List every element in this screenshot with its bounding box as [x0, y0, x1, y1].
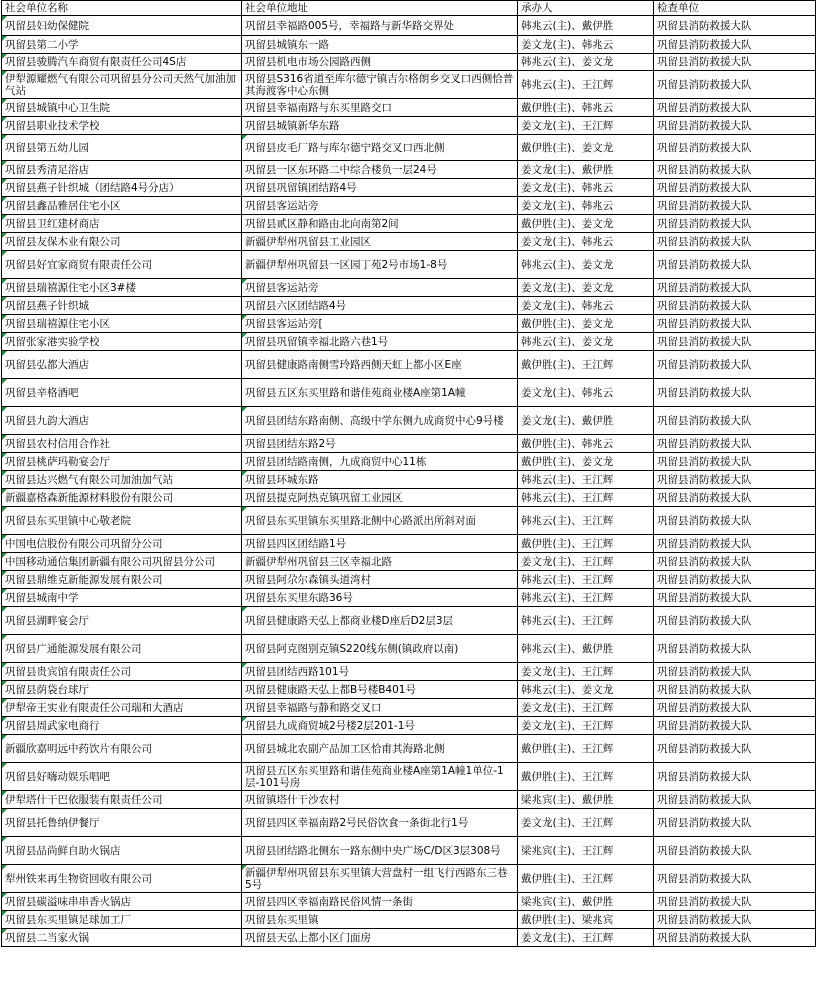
header-inspector[interactable]: 检查单位: [654, 1, 816, 16]
cell-unit-address[interactable]: 巩留县贰区静和路由北向南第2间: [242, 215, 518, 233]
cell-unit-name[interactable]: 伊犁塔什干巴依服装有限责任公司: [2, 791, 242, 809]
cell-handler[interactable]: 梁兆宾(主)、戴伊胜: [518, 791, 654, 809]
cell-handler[interactable]: 韩兆云(主)、王江辉: [518, 471, 654, 489]
table-row: [2, 507, 816, 535]
cell-inspector[interactable]: 巩留县消防救援大队: [654, 453, 816, 471]
table-row: [2, 215, 816, 233]
cell-handler[interactable]: 戴伊胜(主)、姜文龙: [518, 215, 654, 233]
cell-unit-address[interactable]: 巩留县幸福南路与东买里路交口: [242, 99, 518, 117]
table-row: [2, 197, 816, 215]
cell-unit-address[interactable]: 巩留县巩留镇团结路4号: [242, 179, 518, 197]
cell-unit-address[interactable]: 巩留县健康路天弘上都B号楼B401号: [242, 681, 518, 699]
cell-unit-address[interactable]: 巩留镇塔什干沙农村: [242, 791, 518, 809]
cell-unit-name[interactable]: 巩留县二当家火锅: [2, 929, 242, 947]
cell-unit-name[interactable]: 巩留县东买里镇中心敬老院: [2, 507, 242, 535]
cell-inspector[interactable]: 巩留县消防救援大队: [654, 635, 816, 663]
cell-handler[interactable]: 姜文龙(主)、王江辉: [518, 663, 654, 681]
table-row: [2, 36, 816, 54]
cell-inspector[interactable]: 巩留县消防救援大队: [654, 865, 816, 893]
cell-unit-address[interactable]: 巩留县东买里东路36号: [242, 589, 518, 607]
header-handler[interactable]: 承办人: [518, 1, 654, 16]
cell-unit-name[interactable]: 巩留县友保木业有限公司: [2, 233, 242, 251]
cell-handler[interactable]: 戴伊胜(主)、王江辉: [518, 735, 654, 763]
cell-handler[interactable]: 姜文龙(主)、姜文龙: [518, 279, 654, 297]
cell-unit-address[interactable]: 巩留县客运站旁[: [242, 315, 518, 333]
cell-unit-address[interactable]: 巩留县幸福路005号，幸福路与新华路交界处: [242, 16, 518, 36]
cell-unit-name[interactable]: 伊犁源耀燃气有限公司巩留县分公司天然气加油加气站: [2, 71, 242, 99]
cell-unit-address[interactable]: 巩留县团结东路2号: [242, 435, 518, 453]
cell-inspector[interactable]: 巩留县消防救援大队: [654, 735, 816, 763]
cell-unit-address[interactable]: 巩留县机电市场公园路西侧: [242, 54, 518, 71]
cell-handler[interactable]: 戴伊胜(主)、姜文龙: [518, 453, 654, 471]
cell-unit-name[interactable]: 巩留县达兴燃气有限公司加油加气站: [2, 471, 242, 489]
cell-handler[interactable]: 戴伊胜(主)、姜文龙: [518, 135, 654, 161]
cell-unit-address[interactable]: 巩留县团结路南侧，九成商贸中心11栋: [242, 453, 518, 471]
table-row: [2, 54, 816, 71]
cell-unit-address[interactable]: 巩留县四区团结路1号: [242, 535, 518, 553]
cell-inspector[interactable]: 巩留县消防救援大队: [654, 699, 816, 717]
table-row: [2, 233, 816, 251]
cell-unit-name[interactable]: 中国移动通信集团新疆有限公司巩留县分公司: [2, 553, 242, 571]
cell-unit-name[interactable]: 巩留县辛格酒吧: [2, 379, 242, 407]
table-row: [2, 571, 816, 589]
cell-unit-address[interactable]: 巩留县一区东环路二中综合楼负一层24号: [242, 161, 518, 179]
cell-handler[interactable]: 韩兆云(主)、戴伊胜: [518, 635, 654, 663]
table-row: [2, 179, 816, 197]
table-row: [2, 929, 816, 947]
table-row: [2, 351, 816, 379]
cell-unit-name[interactable]: 巩留县好宜家商贸有限责任公司: [2, 251, 242, 279]
cell-unit-name[interactable]: 巩留县妇幼保健院: [2, 16, 242, 36]
cell-handler[interactable]: 韩兆云(主)、王江辉: [518, 607, 654, 635]
cell-inspector[interactable]: 巩留县消防救援大队: [654, 663, 816, 681]
cell-unit-name[interactable]: 巩留县湖畔宴会厅: [2, 607, 242, 635]
cell-inspector[interactable]: 巩留县消防救援大队: [654, 333, 816, 351]
cell-unit-name[interactable]: 巩留县桃萨玛勒宴会厅: [2, 453, 242, 471]
cell-inspector[interactable]: 巩留县消防救援大队: [654, 179, 816, 197]
table-row: [2, 607, 816, 635]
cell-inspector[interactable]: 巩留县消防救援大队: [654, 791, 816, 809]
cell-handler[interactable]: 姜文龙(主)、韩兆云: [518, 36, 654, 54]
cell-handler[interactable]: 韩兆云(主)、戴伊胜: [518, 16, 654, 36]
table-row: [2, 763, 816, 791]
table-row: [2, 589, 816, 607]
cell-unit-address[interactable]: 巩留县客运站旁: [242, 197, 518, 215]
cell-handler[interactable]: 梁兆宾(主)、戴伊胜: [518, 893, 654, 911]
table-row: [2, 379, 816, 407]
cell-handler[interactable]: 韩兆云(主)、姜文龙: [518, 681, 654, 699]
cell-inspector[interactable]: 巩留县消防救援大队: [654, 54, 816, 71]
cell-inspector[interactable]: 巩留县消防救援大队: [654, 161, 816, 179]
cell-unit-name[interactable]: 巩留县品尚鲜自助火锅店: [2, 837, 242, 865]
cell-inspector[interactable]: 巩留县消防救援大队: [654, 553, 816, 571]
cell-unit-address[interactable]: 新疆伊犁州巩留县工业园区: [242, 233, 518, 251]
table-row: [2, 911, 816, 929]
table-row: [2, 161, 816, 179]
table-row: [2, 279, 816, 297]
cell-unit-address[interactable]: 巩留县团结路北侧东一路东侧中央广场C/D区3层308号: [242, 837, 518, 865]
cell-handler[interactable]: 姜文龙(主)、韩兆云: [518, 297, 654, 315]
cell-unit-address[interactable]: 巩留县阿尕尔森镇头道湾村: [242, 571, 518, 589]
cell-unit-name[interactable]: 巩留县燕子针织城: [2, 297, 242, 315]
cell-unit-name[interactable]: 巩留县弘都大酒店: [2, 351, 242, 379]
cell-unit-name[interactable]: 巩留县托鲁纳伊餐厅: [2, 809, 242, 837]
cell-unit-address[interactable]: 巩留县S316省道至库尔德宁镇吉尔格朗乡交叉口西侧恰普其海渡客中心东侧: [242, 71, 518, 99]
cell-inspector[interactable]: 巩留县消防救援大队: [654, 71, 816, 99]
cell-handler[interactable]: 姜文龙(主)、王江辉: [518, 717, 654, 735]
cell-unit-address[interactable]: 巩留县城镇东一路: [242, 36, 518, 54]
cell-unit-name[interactable]: 巩留县荫袋台球厅: [2, 681, 242, 699]
cell-handler[interactable]: 戴伊胜(主)、王江辉: [518, 535, 654, 553]
table-body: [2, 16, 816, 947]
table-row: [2, 16, 816, 36]
cell-unit-name[interactable]: 巩留县燕子针织城（团结路4号分店）: [2, 179, 242, 197]
table-row: [2, 735, 816, 763]
cell-unit-address[interactable]: 新疆伊犁州巩留县三区幸福北路: [242, 553, 518, 571]
cell-handler[interactable]: 姜文龙(主)、戴伊胜: [518, 407, 654, 435]
cell-unit-name[interactable]: 巩留县城镇中心卫生院: [2, 99, 242, 117]
cell-unit-name[interactable]: 巩留县城南中学: [2, 589, 242, 607]
cell-handler[interactable]: 韩兆云(主)、王江辉: [518, 589, 654, 607]
cell-handler[interactable]: 戴伊胜(主)、韩兆云: [518, 99, 654, 117]
cell-unit-name[interactable]: 巩留县好嗨动娱乐唱吧: [2, 763, 242, 791]
table-row: [2, 893, 816, 911]
cell-unit-name[interactable]: 中国电信股份有限公司巩留分公司: [2, 535, 242, 553]
cell-handler[interactable]: 韩兆云(主)、王江辉: [518, 507, 654, 535]
table-row: [2, 99, 816, 117]
cell-inspector[interactable]: 巩留县消防救援大队: [654, 135, 816, 161]
cell-unit-address[interactable]: 巩留县城镇新华东路: [242, 117, 518, 135]
cell-handler[interactable]: 韩兆云(主)、姜文龙: [518, 333, 654, 351]
cell-inspector[interactable]: 巩留县消防救援大队: [654, 809, 816, 837]
cell-inspector[interactable]: 巩留县消防救援大队: [654, 315, 816, 333]
table-row: [2, 117, 816, 135]
cell-inspector[interactable]: 巩留县消防救援大队: [654, 681, 816, 699]
cell-unit-address[interactable]: 巩留县城北农副产品加工区恰甫其海路北侧: [242, 735, 518, 763]
cell-unit-name[interactable]: 巩留县农村信用合作社: [2, 435, 242, 453]
cell-unit-address[interactable]: 巩留县团结东路南侧、高级中学东侧九成商贸中心9号楼: [242, 407, 518, 435]
table-row: [2, 699, 816, 717]
cell-inspector[interactable]: 巩留县消防救援大队: [654, 99, 816, 117]
cell-handler[interactable]: 姜文龙(主)、王江辉: [518, 117, 654, 135]
cell-unit-address[interactable]: 巩留县五区东买里路和谐佳苑商业楼A座第1A幢: [242, 379, 518, 407]
cell-handler[interactable]: 姜文龙(主)、王江辉: [518, 553, 654, 571]
cell-unit-address[interactable]: 巩留县六区团结路4号: [242, 297, 518, 315]
cell-unit-address[interactable]: 巩留县客运站旁: [242, 279, 518, 297]
cell-inspector[interactable]: 巩留县消防救援大队: [654, 589, 816, 607]
cell-unit-address[interactable]: 巩留县环城东路: [242, 471, 518, 489]
cell-inspector[interactable]: 巩留县消防救援大队: [654, 763, 816, 791]
cell-handler[interactable]: 韩兆云(主)、姜文龙: [518, 251, 654, 279]
table-row: [2, 681, 816, 699]
cell-handler[interactable]: 韩兆云(主)、王江辉: [518, 571, 654, 589]
cell-unit-name[interactable]: 犁州铁来再生物资回收有限公司: [2, 865, 242, 893]
cell-handler[interactable]: 韩兆云(主)、姜文龙: [518, 54, 654, 71]
table-row: [2, 407, 816, 435]
cell-inspector[interactable]: 巩留县消防救援大队: [654, 911, 816, 929]
cell-inspector[interactable]: 巩留县消防救援大队: [654, 717, 816, 735]
cell-unit-name[interactable]: 巩留县秀清足浴店: [2, 161, 242, 179]
cell-inspector[interactable]: 巩留县消防救援大队: [654, 233, 816, 251]
cell-unit-name[interactable]: 巩留县卫红建材商店: [2, 215, 242, 233]
cell-handler[interactable]: 韩兆云(主)、王江辉: [518, 71, 654, 99]
cell-handler[interactable]: 梁兆宾(主)、王江辉: [518, 837, 654, 865]
cell-inspector[interactable]: 巩留县消防救援大队: [654, 893, 816, 911]
cell-unit-address[interactable]: 巩留县幸福路与静和路交叉口: [242, 699, 518, 717]
cell-handler[interactable]: 姜文龙(主)、王江辉: [518, 929, 654, 947]
cell-unit-name[interactable]: 巩留县九韵大酒店: [2, 407, 242, 435]
cell-inspector[interactable]: 巩留县消防救援大队: [654, 379, 816, 407]
header-unit-name[interactable]: 社会单位名称: [2, 1, 242, 16]
cell-unit-name[interactable]: 巩留县瑞禧源住宅小区: [2, 315, 242, 333]
cell-unit-name[interactable]: 伊犁帝王实业有限责任公司瑞和大酒店: [2, 699, 242, 717]
cell-unit-address[interactable]: 巩留县团结西路101号: [242, 663, 518, 681]
cell-unit-name[interactable]: 新疆嘉格森新能源材料股份有限公司: [2, 489, 242, 507]
cell-unit-name[interactable]: 巩留县第五幼儿园: [2, 135, 242, 161]
cell-unit-address[interactable]: 巩留县巩留镇幸福北路六巷1号: [242, 333, 518, 351]
cell-inspector[interactable]: 巩留县消防救援大队: [654, 279, 816, 297]
cell-inspector[interactable]: 巩留县消防救援大队: [654, 251, 816, 279]
cell-handler[interactable]: 姜文龙(主)、韩兆云: [518, 197, 654, 215]
table-row: [2, 471, 816, 489]
cell-handler[interactable]: 姜文龙(主)、王江辉: [518, 809, 654, 837]
table-row: [2, 453, 816, 471]
cell-inspector[interactable]: 巩留县消防救援大队: [654, 297, 816, 315]
cell-unit-address[interactable]: 巩留县四区幸福南路民俗风情一条街: [242, 893, 518, 911]
cell-unit-name[interactable]: 巩留县鑫品雅居住宅小区: [2, 197, 242, 215]
cell-unit-address[interactable]: 巩留县提克阿热克镇巩留工业园区: [242, 489, 518, 507]
table-row: [2, 71, 816, 99]
cell-inspector[interactable]: 巩留县消防救援大队: [654, 471, 816, 489]
cell-unit-address[interactable]: 巩留县阿克图别克镇S220线东侧(镇政府以南): [242, 635, 518, 663]
cell-inspector[interactable]: 巩留县消防救援大队: [654, 407, 816, 435]
cell-unit-address[interactable]: 巩留县天弘上都小区门面房: [242, 929, 518, 947]
cell-handler[interactable]: 戴伊胜(主)、梁兆宾: [518, 911, 654, 929]
cell-unit-name[interactable]: 巩留县职业技术学校: [2, 117, 242, 135]
table-row: [2, 717, 816, 735]
header-unit-address[interactable]: 社会单位地址: [242, 1, 518, 16]
cell-unit-address[interactable]: 巩留县健康路南侧雪玲路西侧天虹上都小区E座: [242, 351, 518, 379]
table-row: [2, 535, 816, 553]
table-row: [2, 837, 816, 865]
table-row: [2, 297, 816, 315]
cell-handler[interactable]: 戴伊胜(主)、王江辉: [518, 763, 654, 791]
cell-inspector[interactable]: 巩留县消防救援大队: [654, 117, 816, 135]
cell-inspector[interactable]: 巩留县消防救援大队: [654, 535, 816, 553]
cell-handler[interactable]: 戴伊胜(主)、姜文龙: [518, 315, 654, 333]
cell-unit-name[interactable]: 巩留县碳溢味串串香火锅店: [2, 893, 242, 911]
cell-handler[interactable]: 姜文龙(主)、韩兆云: [518, 379, 654, 407]
cell-unit-address[interactable]: 巩留县九成商贸城2号楼2层201-1号: [242, 717, 518, 735]
cell-inspector[interactable]: 巩留县消防救援大队: [654, 507, 816, 535]
cell-inspector[interactable]: 巩留县消防救援大队: [654, 215, 816, 233]
cell-inspector[interactable]: 巩留县消防救援大队: [654, 36, 816, 54]
cell-unit-address[interactable]: 巩留县东买里镇东买里路北侧中心路派出所斜对面: [242, 507, 518, 535]
table-row: [2, 315, 816, 333]
table-row: [2, 865, 816, 893]
table-row: [2, 333, 816, 351]
cell-inspector[interactable]: 巩留县消防救援大队: [654, 351, 816, 379]
cell-handler[interactable]: 戴伊胜(主)、王江辉: [518, 865, 654, 893]
data-sheet: [1, 0, 816, 947]
table-row: [2, 553, 816, 571]
cell-handler[interactable]: 姜文龙(主)、戴伊胜: [518, 161, 654, 179]
cell-handler[interactable]: 戴伊胜(主)、韩兆云: [518, 435, 654, 453]
cell-inspector[interactable]: 巩留县消防救援大队: [654, 607, 816, 635]
cell-unit-address[interactable]: 新疆伊犁州巩留县东买里镇大营盘村一组飞行西路东三巷5号: [242, 865, 518, 893]
cell-unit-name[interactable]: 巩留县广通能源发展有限公司: [2, 635, 242, 663]
cell-unit-address[interactable]: 巩留县五区东买里路和谐佳苑商业楼A座第1A幢1单位-1层-101号房: [242, 763, 518, 791]
cell-unit-name[interactable]: 巩留县周武家电商行: [2, 717, 242, 735]
cell-unit-name[interactable]: 巩留县瑞禧源住宅小区3#楼: [2, 279, 242, 297]
cell-unit-address[interactable]: 新疆伊犁州巩留县一区园丁苑2号市场1-8号: [242, 251, 518, 279]
table-row: [2, 809, 816, 837]
table-row: [2, 663, 816, 681]
cell-unit-name[interactable]: 巩留县贵宾馆有限责任公司: [2, 663, 242, 681]
table-row: [2, 135, 816, 161]
cell-unit-address[interactable]: 巩留县四区幸福南路2号民俗饮食一条街北行1号: [242, 809, 518, 837]
cell-inspector[interactable]: 巩留县消防救援大队: [654, 571, 816, 589]
cell-inspector[interactable]: 巩留县消防救援大队: [654, 837, 816, 865]
cell-unit-name[interactable]: 巩留县鼎维克新能源发展有限公司: [2, 571, 242, 589]
cell-handler[interactable]: 韩兆云(主)、王江辉: [518, 489, 654, 507]
cell-handler[interactable]: 姜文龙(主)、韩兆云: [518, 233, 654, 251]
cell-unit-name[interactable]: 新疆欣嘉明远中药饮片有限公司: [2, 735, 242, 763]
cell-handler[interactable]: 姜文龙(主)、韩兆云: [518, 179, 654, 197]
table-row: [2, 435, 816, 453]
cell-inspector[interactable]: 巩留县消防救援大队: [654, 16, 816, 36]
table-row: [2, 489, 816, 507]
cell-inspector[interactable]: 巩留县消防救援大队: [654, 435, 816, 453]
cell-unit-name[interactable]: 巩留张家港实验学校: [2, 333, 242, 351]
cell-unit-name[interactable]: 巩留县第二小学: [2, 36, 242, 54]
cell-handler[interactable]: 戴伊胜(主)、王江辉: [518, 351, 654, 379]
table-row: [2, 251, 816, 279]
header-row: [2, 1, 816, 16]
cell-unit-name[interactable]: 巩留县骏腾汽车商贸有限责任公司4S店: [2, 54, 242, 71]
cell-inspector[interactable]: 巩留县消防救援大队: [654, 197, 816, 215]
cell-handler[interactable]: 姜文龙(主)、王江辉: [518, 699, 654, 717]
cell-unit-address[interactable]: 巩留县东买里镇: [242, 911, 518, 929]
table-row: [2, 791, 816, 809]
cell-unit-name[interactable]: 巩留县东买里镇足球加工厂: [2, 911, 242, 929]
table-row: [2, 635, 816, 663]
cell-inspector[interactable]: 巩留县消防救援大队: [654, 489, 816, 507]
cell-inspector[interactable]: 巩留县消防救援大队: [654, 929, 816, 947]
cell-unit-address[interactable]: 巩留县皮毛厂路与库尔德宁路交叉口西北侧: [242, 135, 518, 161]
cell-unit-address[interactable]: 巩留县健康路天弘上都商业楼D座后D2层3层: [242, 607, 518, 635]
